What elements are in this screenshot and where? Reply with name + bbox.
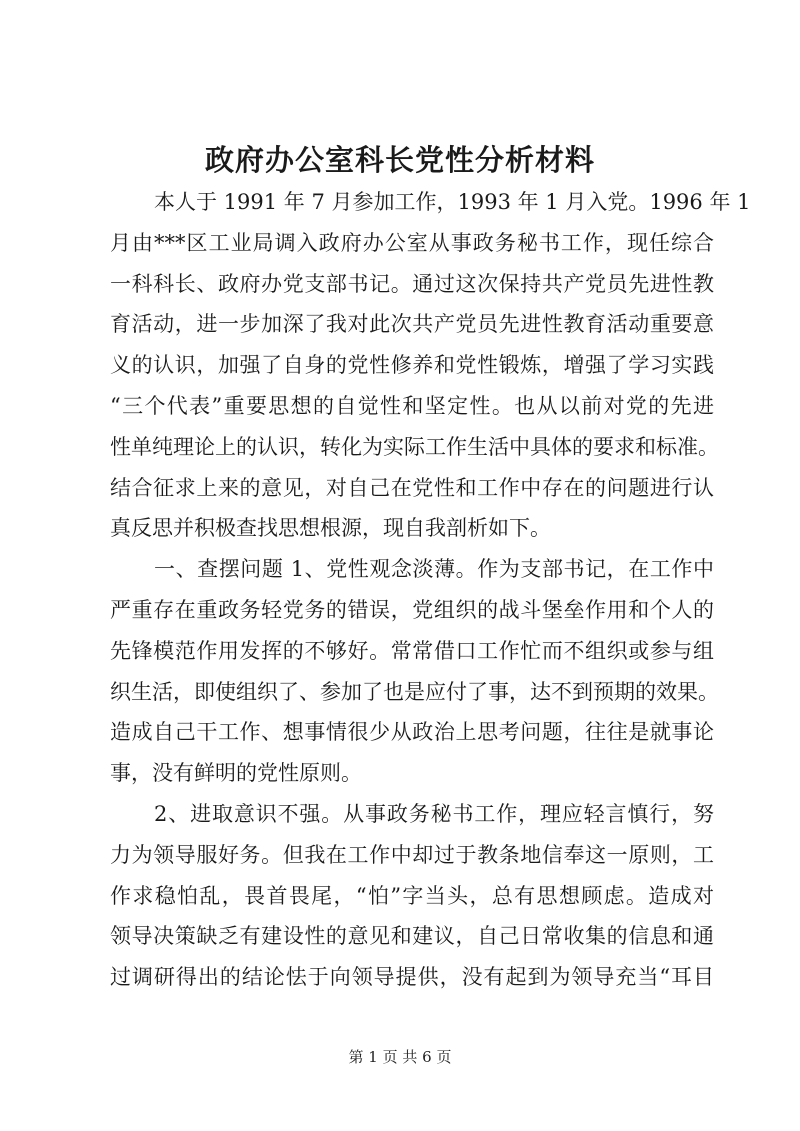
page-footer: 第 1 页 共 6 页: [348, 1048, 452, 1066]
text-line: 本人于 1991 年 7 月参加工作，1993 年 1 月入党。1996 年 1: [154, 190, 751, 214]
text-line: 月由***区工业局调入政府办公室从事政务秘书工作，现任综合: [110, 230, 714, 255]
text-line: 作求稳怕乱，畏首畏尾，“怕”字当头，总有思想顾虑。造成对: [110, 883, 714, 908]
text-line: 造成自己干工作、想事情很少从政治上思考问题，往往是就事论: [110, 720, 714, 745]
text-line: 结合征求上来的意见，对自己在党性和工作中存在的问题进行认: [110, 475, 714, 500]
text-line: 严重存在重政务轻党务的错误，党组织的战斗堡垒作用和个人的: [110, 597, 714, 622]
document-title: 政府办公室科长党性分析材料: [204, 143, 595, 177]
document-body: [110, 182, 751, 998]
text-line: 事，没有鲜明的党性原则。: [110, 761, 362, 786]
text-line: 力为领导服好务。但我在工作中却过于教条地信奉这一原则，工: [110, 842, 714, 867]
text-line: 一科科长、政府办党支部书记。通过这次保持共产党员先进性教: [110, 271, 714, 296]
text-line: 性单纯理论上的认识，转化为实际工作生活中具体的要求和标准。: [110, 434, 719, 459]
text-line: 织生活，即使组织了、参加了也是应付了事，达不到预期的效果。: [110, 679, 719, 704]
text-line: 育活动，进一步加深了我对此次共产党员先进性教育活动重要意: [110, 312, 714, 337]
text-line: 一、查摆问题 1、党性观念淡薄。作为支部书记，在工作中: [154, 557, 714, 582]
text-line: 先锋模范作用发挥的不够好。常常借口工作忙而不组织或参与组: [110, 638, 714, 663]
text-line: 过调研得出的结论怯于向领导提供，没有起到为领导充当“耳目: [110, 965, 714, 990]
text-line: 2、进取意识不强。从事政务秘书工作，理应轻言慎行，努: [154, 801, 714, 826]
text-line: 领导决策缺乏有建设性的意见和建议，自己日常收集的信息和通: [110, 924, 714, 949]
text-line: 义的认识，加强了自身的党性修养和党性锻炼，增强了学习实践: [110, 353, 714, 378]
text-line: “三个代表”重要思想的自觉性和坚定性。也从以前对党的先进: [110, 393, 714, 418]
text-line: 真反思并积极查找思想根源，现自我剖析如下。: [110, 516, 551, 541]
